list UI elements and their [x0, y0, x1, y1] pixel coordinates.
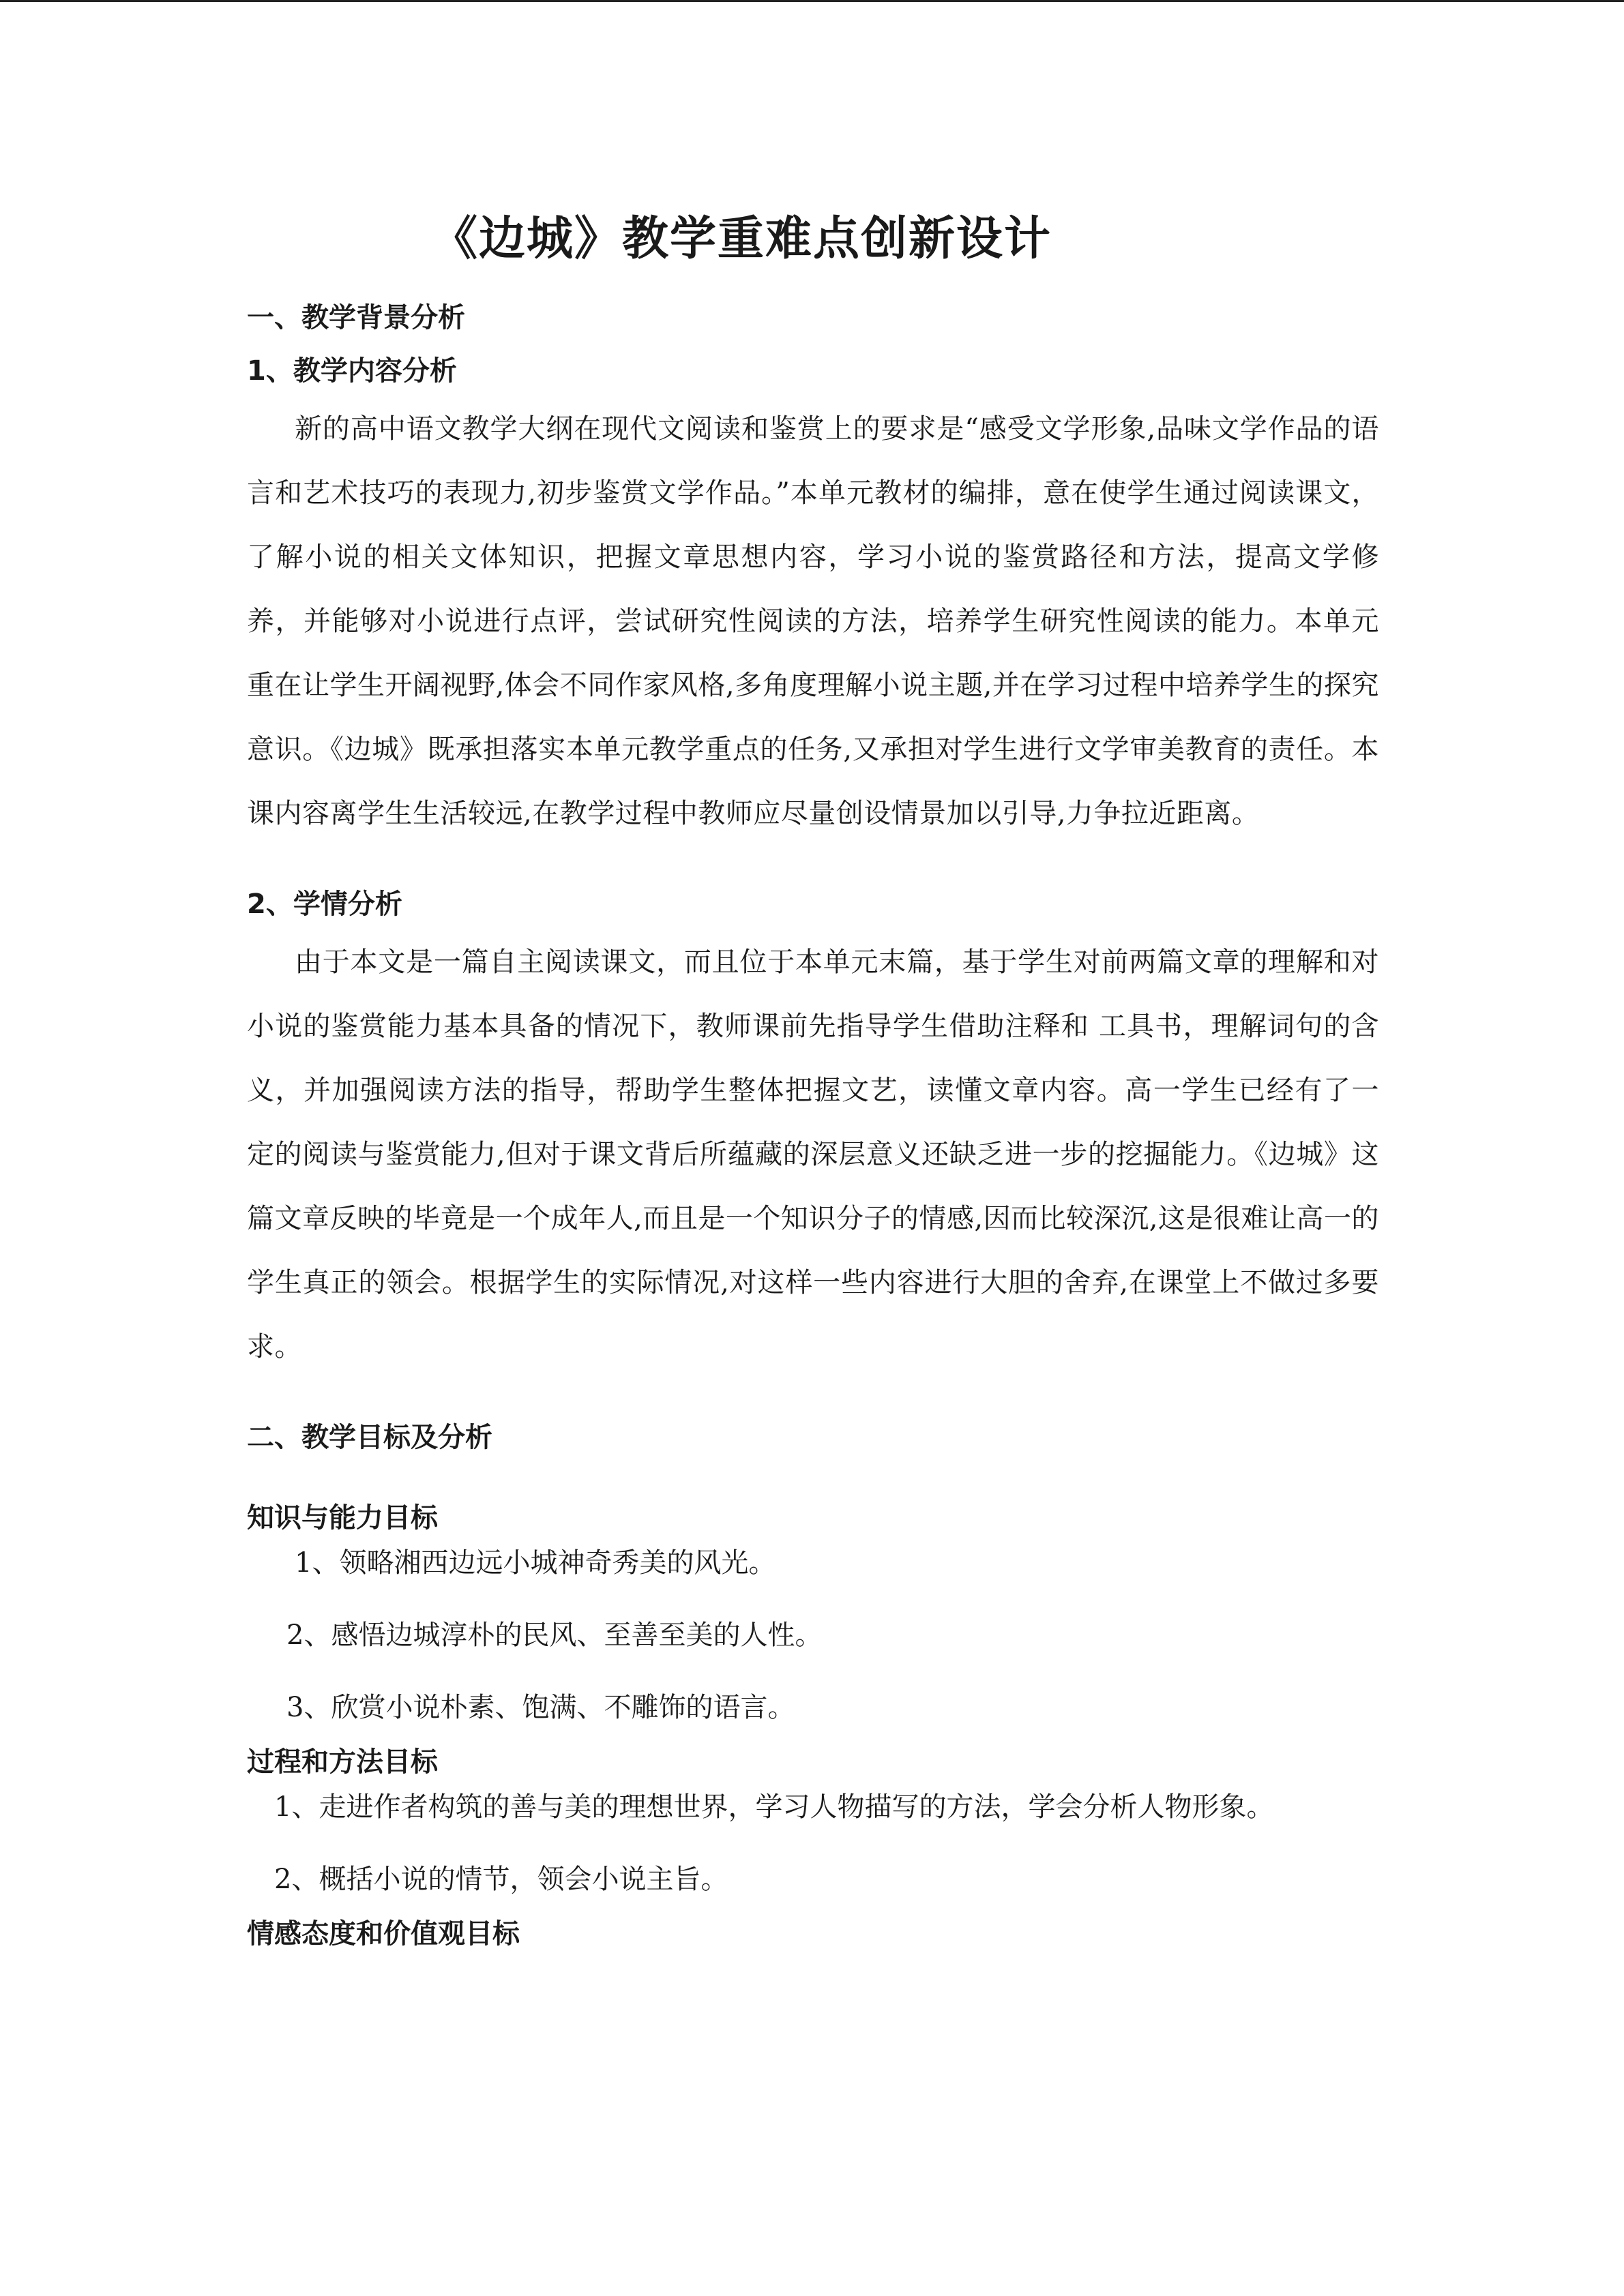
document-title: 《边城》教学重难点创新设计: [431, 211, 1052, 266]
process-objective-item: 2、概括小说的情节，领会小说主旨。: [274, 1864, 728, 1895]
objective-heading-knowledge: 知识与能力目标: [247, 1502, 438, 1534]
section-heading-background: 一、教学背景分析: [247, 302, 465, 333]
knowledge-objective-item: 2、感悟边城淳朴的民风、至善至美的人性。: [286, 1620, 823, 1651]
process-objective-item: 1、走进作者构筑的善与美的理想世界，学习人物描写的方法，学会分析人物形象。: [274, 1791, 1274, 1823]
spacer: [247, 1470, 1379, 1497]
section-heading-objectives: 二、教学目标及分析: [247, 1422, 492, 1453]
objective-heading-emotion: 情感态度和价值观目标: [247, 1918, 520, 1950]
document-page: [247, 205, 1379, 1958]
spacer: [247, 846, 1379, 884]
subsection-heading-student-analysis: 2、学情分析: [247, 889, 402, 920]
knowledge-objective-item: 3、欣赏小说朴素、饱满、不雕饰的语言。: [286, 1692, 795, 1723]
objective-heading-process: 过程和方法目标: [247, 1746, 438, 1778]
paragraph-student-analysis: 由于本文是一篇自主阅读课文，而且位于本单元末篇，基于学生对前两篇文章的理解和对小说的鉴赏能力基本具备的情况下，教师课前先指导学生借助注释和 工具书，理解词句的含义，并加强阅读方法的指导，帮助学生整体把握文艺，读懂文章内容。高一学生已经有了一定的阅读与鉴赏能力,但对于课文背后所蕴藏的深层意义还缺乏进一步的挖掘能力。《边城》这篇文章反映的毕竟是一个成年人,而且是一个知识分子的情感,因而比较深沉,这是很难让高一的学生真正的领会。根据学生的实际情况,对这样一些内容进行大胆的舍弃,在课堂上不做过多要求。: [247, 946, 1379, 1362]
subsection-heading-content-analysis: 1、教学内容分析: [247, 355, 457, 387]
spacer: [247, 1379, 1379, 1417]
knowledge-objective-item: 1、领略湘西边远小城神奇秀美的风光。: [295, 1547, 776, 1579]
paragraph-content-analysis: 新的高中语文教学大纲在现代文阅读和鉴赏上的要求是“感受文学形象,品味文学作品的语言和艺术技巧的表现力,初步鉴赏文学作品。”本单元教材的编排，意在使学生通过阅读课文，了解小说的相关文体知识，把握文章思想内容，学习小说的鉴赏路径和方法，提高文学修养，并能够对小说进行点评，尝试研究性阅读的方法，培养学生研究性阅读的能力。本单元重在让学生开阔视野,体会不同作家风格,多角度理解小说主题,并在学习过程中培养学生的探究意识。《边城》既承担落实本单元教学重点的任务,又承担对学生进行文学审美教育的责任。本课内容离学生生活较远,在教学过程中教师应尽量创设情景加以引导,力争拉近距离。: [247, 413, 1379, 829]
page-top-border: [0, 0, 1624, 2]
